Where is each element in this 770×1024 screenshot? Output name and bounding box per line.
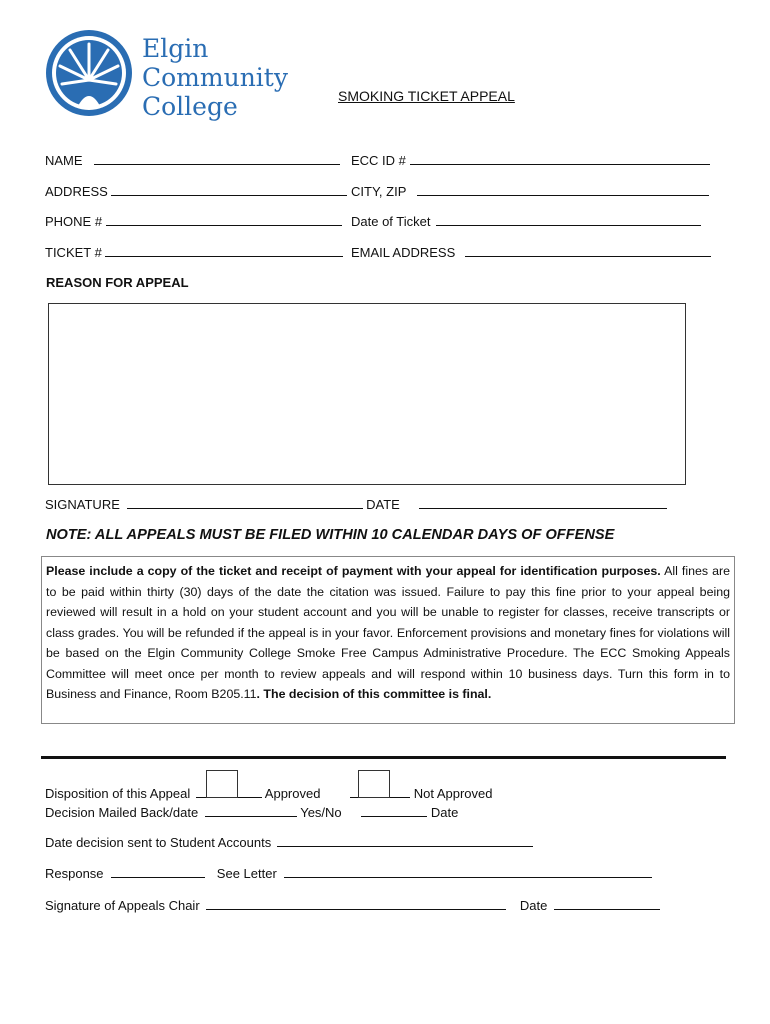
ticket-label: TICKET # (45, 245, 102, 260)
decision-mailed-row (45, 804, 458, 820)
address-line[interactable] (111, 183, 347, 196)
college-name-line2: Community (142, 63, 288, 92)
filing-deadline-note: NOTE: ALL APPEALS MUST BE FILED WITHIN 10 CALENDAR DAYS OF OFFENSE (46, 527, 615, 543)
instructions-final: . The decision of this committee is final. (256, 687, 492, 701)
accounts-line[interactable] (277, 834, 533, 847)
email-label: EMAIL ADDRESS (351, 245, 456, 260)
college-name-line3: College (142, 92, 238, 121)
ecc-id-line[interactable] (410, 152, 710, 165)
decision-date-line[interactable] (361, 804, 427, 817)
response-label: Response (45, 866, 104, 881)
response-row (45, 865, 652, 881)
chair-signature-label: Signature of Appeals Chair (45, 898, 200, 913)
not-approved-prefix-line (350, 785, 358, 798)
accounts-label: Date decision sent to Student Accounts (45, 835, 272, 850)
see-letter-line[interactable] (284, 865, 652, 878)
response-line[interactable] (111, 865, 205, 878)
office-use-divider (41, 756, 726, 759)
yes-no-label: Yes/No (300, 805, 342, 820)
chair-date-line[interactable] (554, 897, 660, 910)
instructions-intro: Please include a copy of the ticket and receipt of payment with your appeal for identification purposes. (46, 564, 661, 578)
phone-line[interactable] (106, 213, 342, 226)
college-logo-icon (44, 28, 134, 118)
ticket-line[interactable] (105, 244, 343, 257)
signature-date-label: DATE (366, 497, 400, 512)
reason-textarea[interactable] (48, 303, 686, 485)
disposition-row (45, 770, 492, 801)
not-approved-line (390, 785, 410, 798)
decision-mailed-line[interactable] (205, 804, 297, 817)
email-line[interactable] (465, 244, 711, 257)
decision-date-label: Date (430, 805, 459, 820)
form-title: SMOKING TICKET APPEAL (338, 88, 515, 104)
approved-label: Approved (264, 786, 321, 801)
phone-field[interactable] (45, 213, 342, 229)
signature-label: SIGNATURE (45, 497, 120, 512)
address-field[interactable] (45, 183, 347, 199)
disposition-label: Disposition of this Appeal (45, 786, 191, 801)
instructions-body: All fines are to be paid within thirty (30) days of the date the citation was issued. Failure to pay this fine prior to your appeal being reviewed will result in a hold on your student account and you will be unable to register for classes, receive transcripts or class grades. You will be refunded if the appeal is in your favor. Enforcement provisions and monetary fines for violations will be based on the Elgin Community College Smoke Free Campus Administrative Procedure. The ECC Smoking Appeals Committee will meet once per month to review appeals and will respond within 10 business days. Turn this form in to Business and Finance, Room B205.11 (46, 564, 730, 701)
college-name-line1: Elgin (142, 34, 209, 63)
signature-field[interactable] (45, 496, 667, 512)
approved-checkbox[interactable] (206, 770, 238, 798)
decision-mailed-label: Decision Mailed Back/date (45, 805, 199, 820)
signature-date-line[interactable] (419, 496, 667, 509)
phone-label: PHONE # (45, 214, 103, 229)
ecc-id-label: ECC ID # (351, 153, 406, 168)
city-zip-label: CITY, ZIP (351, 184, 407, 199)
chair-signature-line[interactable] (206, 897, 506, 910)
reason-label: REASON FOR APPEAL (46, 275, 189, 290)
see-letter-label: See Letter (216, 866, 277, 881)
ticket-field[interactable] (45, 244, 343, 260)
email-field[interactable] (351, 244, 711, 260)
name-line[interactable] (94, 152, 340, 165)
not-approved-label: Not Approved (413, 786, 493, 801)
address-label: ADDRESS (45, 184, 108, 199)
accounts-row (45, 834, 533, 850)
signature-line[interactable] (127, 496, 363, 509)
date-of-ticket-label: Date of Ticket (351, 214, 431, 229)
ecc-id-field[interactable] (351, 152, 710, 168)
chair-signature-row (45, 897, 660, 913)
approved-line (238, 785, 262, 798)
chair-date-label: Date (519, 898, 548, 913)
disposition-prefix-line (196, 785, 206, 798)
college-name (142, 34, 288, 121)
name-field[interactable] (45, 152, 340, 168)
instructions-box (41, 556, 735, 724)
city-zip-line[interactable] (417, 183, 709, 196)
not-approved-checkbox[interactable] (358, 770, 390, 798)
city-zip-field[interactable] (351, 183, 709, 199)
name-label: NAME (45, 153, 83, 168)
date-of-ticket-line[interactable] (436, 213, 701, 226)
date-of-ticket-field[interactable] (351, 213, 701, 229)
